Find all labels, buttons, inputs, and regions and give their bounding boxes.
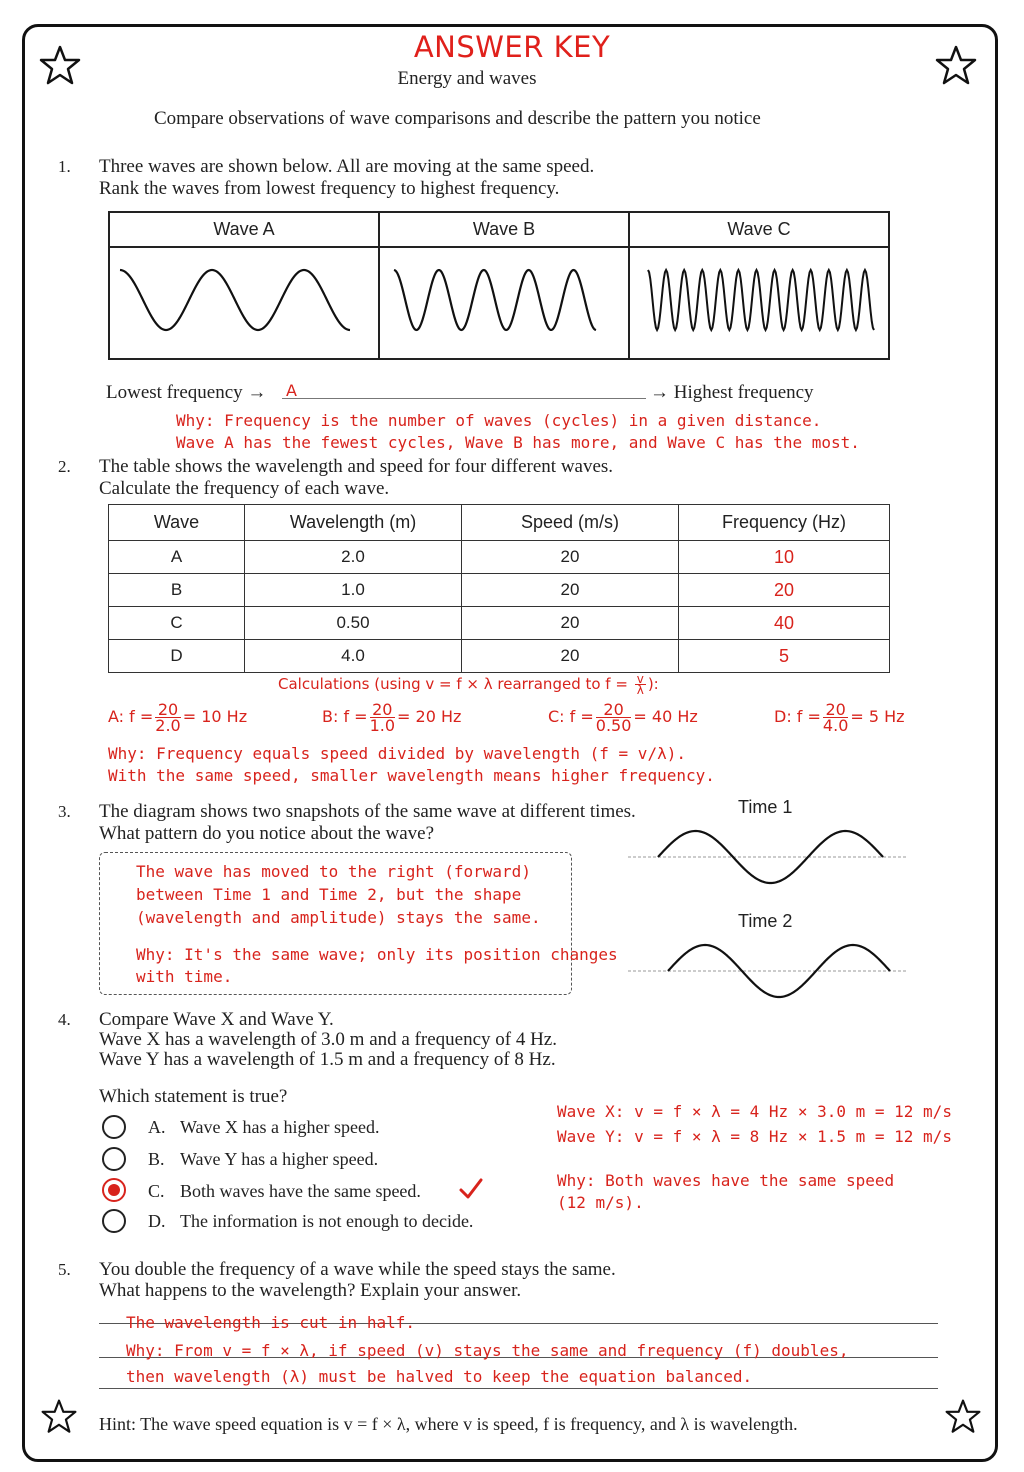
- q3-line2: What pattern do you notice about the wave?: [99, 823, 435, 844]
- q1-line2: Rank the waves from lowest frequency to highest frequency.: [99, 178, 560, 199]
- denominator: 1.0: [369, 716, 396, 735]
- q3-line1: The diagram shows two snapshots of the same wave at different times.: [99, 801, 636, 822]
- cell: A: [109, 541, 245, 574]
- cell: 20: [679, 574, 890, 607]
- denominator: 0.50: [595, 716, 632, 735]
- option-d-radio[interactable]: [102, 1209, 126, 1233]
- numerator: 20: [596, 702, 632, 718]
- option-a: [148, 1117, 379, 1138]
- cell: 20: [462, 574, 679, 607]
- cell: 0.50: [245, 607, 462, 640]
- fraction: [823, 702, 848, 733]
- option-letter: A.: [148, 1117, 166, 1137]
- q1-why1: Why: Frequency is the number of waves (cycles) in a given distance.: [176, 411, 822, 430]
- fraction: [596, 702, 632, 733]
- wave-c-cell: [629, 247, 889, 359]
- numerator: 20: [155, 702, 180, 718]
- fraction: [635, 674, 646, 695]
- denominator: λ: [636, 683, 644, 697]
- cell: 10: [679, 541, 890, 574]
- q5-answer2: Why: From v = f × λ, if speed (v) stays the same and frequency (f) doubles,: [126, 1341, 849, 1360]
- calc-result: = 5 Hz: [850, 707, 905, 726]
- cell: 20: [462, 541, 679, 574]
- calc-result: = 10 Hz: [182, 707, 248, 726]
- option-c: [148, 1181, 421, 1202]
- option-text: Wave Y has a higher speed.: [180, 1149, 379, 1169]
- col-header: Speed (m/s): [462, 505, 679, 541]
- question-number: 5.: [58, 1260, 71, 1279]
- wave-c-drawing: [630, 248, 888, 353]
- waves-table: [108, 211, 890, 360]
- cell: 5: [679, 640, 890, 673]
- wave-data-table: [108, 504, 890, 673]
- q3-answer-line: The wave has moved to the right (forward): [136, 862, 531, 881]
- calc-result: = 20 Hz: [397, 707, 462, 726]
- option-letter: B.: [148, 1149, 165, 1169]
- calc-result: = 40 Hz: [633, 707, 698, 726]
- col-header: Wave: [109, 505, 245, 541]
- option-a-radio[interactable]: [102, 1115, 126, 1139]
- q1-line1: Three waves are shown below. All are moving at the same speed.: [99, 156, 595, 177]
- cell: 4.0: [245, 640, 462, 673]
- col-header: Wavelength (m): [245, 505, 462, 541]
- q4-why2: (12 m/s).: [557, 1193, 644, 1212]
- cell: D: [109, 640, 245, 673]
- calc-label: B: f =: [322, 707, 368, 726]
- table-row: [109, 574, 890, 607]
- table-row: [109, 607, 890, 640]
- option-b-radio[interactable]: [102, 1147, 126, 1171]
- table-row: [109, 640, 890, 673]
- q2-line2: Calculate the frequency of each wave.: [99, 478, 390, 499]
- q4-line1: Compare Wave X and Wave Y.: [99, 1009, 334, 1030]
- star-icon: [944, 1398, 982, 1436]
- cell: 20: [462, 640, 679, 673]
- option-d: [148, 1211, 473, 1232]
- cell: C: [109, 607, 245, 640]
- wave-c-header: Wave C: [629, 212, 889, 247]
- checkmark-icon: [458, 1176, 484, 1202]
- option-text: Both waves have the same speed.: [180, 1181, 421, 1201]
- calc-label: A: f =: [108, 707, 154, 726]
- q3-why-line: Why: It's the same wave; only its position changes: [136, 945, 618, 964]
- option-text: The information is not enough to decide.: [180, 1211, 474, 1231]
- fraction: [155, 702, 180, 733]
- calc-label: D: f =: [774, 707, 821, 726]
- page-title: ANSWER KEY: [413, 30, 611, 64]
- option-b: [148, 1149, 378, 1170]
- star-icon: [40, 1398, 78, 1436]
- table-row: [109, 541, 890, 574]
- instruction: Compare observations of wave comparisons and describe the pattern you notice: [154, 108, 761, 129]
- wave-a-drawing: [110, 248, 378, 353]
- numerator: v: [636, 672, 644, 686]
- q5-answer3: then wavelength (λ) must be halved to keep the equation balanced.: [126, 1367, 753, 1386]
- option-letter: C.: [148, 1181, 165, 1201]
- question-number: 3.: [58, 802, 71, 821]
- hint: Hint: The wave speed equation is v = f × λ, where v is speed, f is frequency, and λ is wavelength.: [99, 1414, 798, 1434]
- col-header: Frequency (Hz): [679, 505, 890, 541]
- option-letter: D.: [148, 1211, 166, 1231]
- calc-intro: [278, 674, 659, 695]
- cell: 1.0: [245, 574, 462, 607]
- time1-wave: [628, 822, 906, 892]
- denominator: 4.0: [822, 716, 849, 735]
- q1-why2: Wave A has the fewest cycles, Wave B has more, and Wave C has the most.: [176, 433, 860, 452]
- q4-work2: Wave Y: v = f × λ = 8 Hz × 1.5 m = 12 m/s: [557, 1127, 952, 1146]
- numerator: 20: [370, 702, 395, 718]
- question-number: 2.: [58, 457, 71, 476]
- highest-frequency-label: → Highest frequency: [650, 382, 814, 403]
- q2-why2: With the same speed, smaller wavelength means higher frequency.: [108, 766, 715, 785]
- wave-a-header: Wave A: [109, 212, 379, 247]
- calc-intro-text: Calculations (using v = f × λ rearranged to f =: [278, 675, 633, 693]
- cell: 20: [462, 607, 679, 640]
- q1-answer: A: [286, 381, 297, 400]
- option-text: Wave X has a higher speed.: [180, 1117, 380, 1137]
- answer-line: [99, 1388, 938, 1389]
- q5-answer1: The wavelength is cut in half.: [126, 1313, 415, 1332]
- calc-c: [548, 702, 698, 733]
- q4-question: Which statement is true?: [99, 1086, 288, 1107]
- q4-why1: Why: Both waves have the same speed: [557, 1171, 895, 1190]
- q5-line2: What happens to the wavelength? Explain your answer.: [99, 1280, 522, 1301]
- q2-why1: Why: Frequency equals speed divided by wavelength (f = v/λ).: [108, 744, 686, 763]
- wave-b-drawing: [380, 248, 628, 353]
- cell: 2.0: [245, 541, 462, 574]
- q5-line1: You double the frequency of a wave while the speed stays the same.: [99, 1259, 616, 1280]
- q3-why-line: with time.: [136, 967, 233, 986]
- q4-line3: Wave Y has a wavelength of 1.5 m and a frequency of 8 Hz.: [99, 1049, 556, 1070]
- q4-line2: Wave X has a wavelength of 3.0 m and a frequency of 4 Hz.: [99, 1029, 557, 1050]
- numerator: 20: [823, 702, 848, 718]
- wave-a-cell: [109, 247, 379, 359]
- cell: 40: [679, 607, 890, 640]
- calc-intro-end: ):: [647, 675, 659, 693]
- calc-label: C: f =: [548, 707, 594, 726]
- q4-work1: Wave X: v = f × λ = 4 Hz × 3.0 m = 12 m/s: [557, 1102, 952, 1121]
- denominator: 2.0: [155, 716, 181, 735]
- answer-line: [282, 398, 646, 399]
- q3-answer-line: between Time 1 and Time 2, but the shape: [136, 885, 522, 904]
- time2-wave: [628, 936, 906, 1006]
- question-number: 4.: [58, 1010, 71, 1029]
- lowest-frequency-label: Lowest frequency →: [106, 382, 267, 403]
- calc-d: [774, 702, 905, 733]
- time1-label: Time 1: [738, 797, 793, 817]
- q3-answer-line: (wavelength and amplitude) stays the same.: [136, 908, 541, 927]
- time2-label: Time 2: [738, 911, 793, 931]
- question-number: 1.: [58, 157, 71, 176]
- fraction: [370, 702, 395, 733]
- wave-b-header: Wave B: [379, 212, 629, 247]
- cell: B: [109, 574, 245, 607]
- option-c-radio-selected[interactable]: [102, 1178, 126, 1202]
- page-subtitle: Energy and waves: [397, 68, 537, 89]
- q2-line1: The table shows the wavelength and speed for four different waves.: [99, 456, 614, 477]
- calc-a: [108, 702, 247, 733]
- calc-b: [322, 702, 461, 733]
- wave-b-cell: [379, 247, 629, 359]
